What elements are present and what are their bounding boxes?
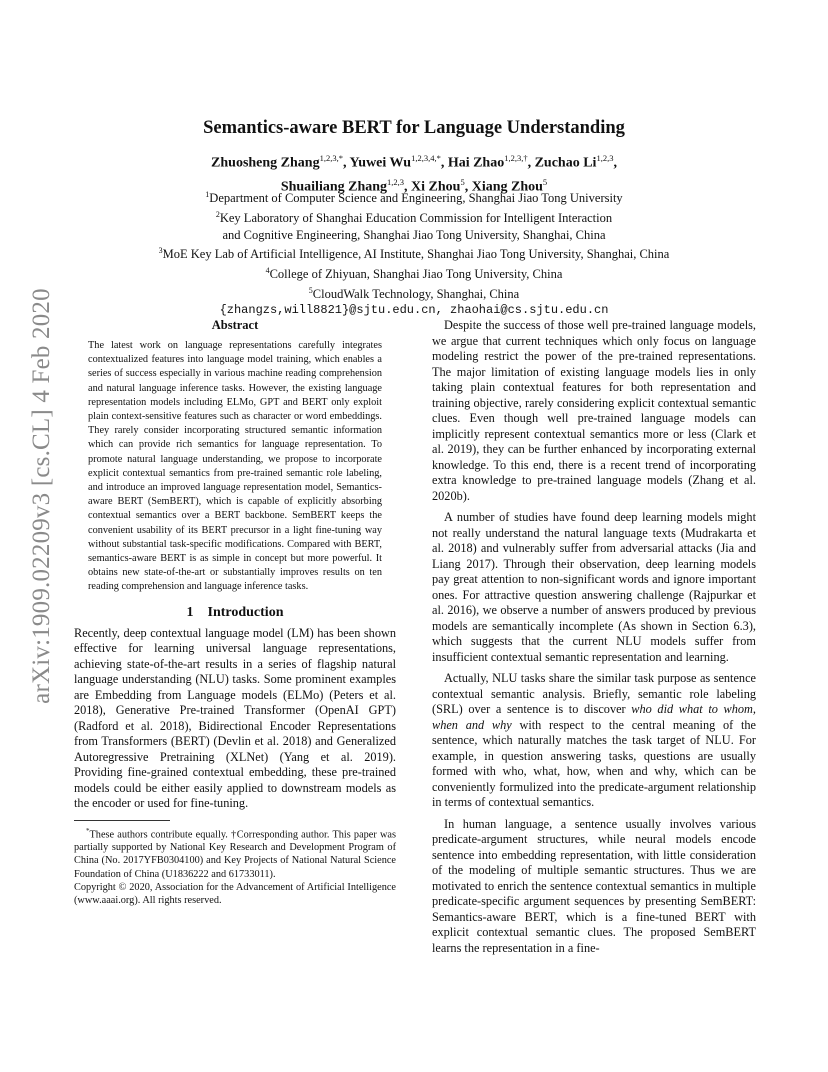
author-name: Xiang Zhou — [471, 179, 543, 195]
affiliation-line: $^1$Department of Computer Science and Engineering, Shanghai Jiao Tong University — [205, 190, 623, 206]
author-name: Yuwei Wu — [349, 155, 412, 171]
affiliation-line: $^5$CloudWalk Technology, Shanghai, China — [308, 285, 520, 301]
author-name: Zhuosheng Zhang — [211, 155, 320, 171]
author-name: Hai Zhao — [447, 155, 505, 171]
author-line-2: Shuailiang Zhang$^{1,2,3}$, Xi Zhou$^5$, Xiang Zhou$^5$ — [280, 176, 548, 195]
author-sup: 5 — [460, 176, 465, 187]
abstract-heading: Abstract — [211, 318, 259, 332]
left-column — [74, 318, 396, 907]
arxiv-id: arXiv:1909.02209v3 [cs.CL] 4 Feb 2020 — [28, 288, 56, 704]
author-line-1: Zhuosheng Zhang$^{1,2,3,*}$, Yuwei $Wu^{1,2,3,4,*}$, Hai Zhao$^{1,2,3,\dagger}$, Zuchao Li$^{1,2,3}$, — [211, 153, 617, 171]
body-paragraph: Actually, NLU tasks share the similar task purpose as sentence contextual semantic analysis. Briefly, semantic role labeling (SRL) over a sentence is to discover who did what to whom, when and why with respect to the central meaning of the sentence, which naturally matches the task target of NLU. For example, in question answering tasks, questions are usually formed with who, what, how, when and why, which can be conveniently formulized into the predicate-argument relationship in terms of contextual semantics. — [432, 671, 757, 809]
affiliations — [74, 187, 754, 319]
body-paragraph: A number of studies have found deep learning models might not really understand the natural language texts (Mudrakarta et al. 2018) and vulnerably suffer from adversarial attacks (Jia and Liang 2017). Through their observation, deep learning models pay great attention to non-significant words and ignore important ones. For attractive question answering challenge (Rajpurkar et al. 2016), we observe a number of answers produced by previous models are semantically incomplete (As shown in Section 6.3), which suggests that the current NLU models suffer from insufficient contextual semantic representation and learning. — [432, 510, 756, 664]
abstract-text: The latest work on language representations carefully integrates contextualized features into language model training, which enables a series of success especially in various machine reading comprehension and natural language inference tasks. However, the existing language representation models including ELMo, GPT and BERT only exploit plain context-sensitive features such as character or word embeddings. They rarely consider incorporating structured semantic information which can provide rich semantics for language representation. To promote natural language understanding, we propose to incorporate explicit contextual semantics from pre-trained semantic role labeling, and introduce an improved language representation model, Semantics-aware BERT (SemBERT), which is capable of explicitly absorbing contextual semantics over a BERT backbone. SemBERT keeps the convenient usability of its BERT precursor in a light fine-tuning way without substantial task-specific modifications. Compared with BERT, semantics-aware BERT is as simple in concept but more powerful. It obtains new state-of-the-art or substantially improves results on ten reading comprehension and language inference tasks. — [88, 340, 382, 593]
body-paragraph: Despite the success of those well pre-trained language models, we argue that current techniques which only focus on language modeling restrict the power of the pre-trained representations. The major limitation of existing language models lies in only taking plain contextual features for both representation and training objective, rarely considering explicit contextual semantic clues. Even though well pre-trained language models can implicitly represent contextual semantics more or less (Clark et al. 2019), they can be further enhanced by incorporating external knowledge. To this end, there is a recent trend of incorporating extra knowledge to pre-trained language models (Zhang et al. 2020b). — [432, 318, 756, 503]
footnote-text: *These authors contribute equally. †Corresponding author. This paper was partially supported by National Key Research and Development Program of China (No. 2017YFB0304100) and Key Projects of National Natural Science Foundation of China (U1836222 and 61733011). — [74, 826, 396, 880]
author-sup: 1,2,3 — [387, 176, 405, 187]
right-column — [432, 318, 756, 956]
author-name: Zuchao Li — [534, 155, 597, 171]
affiliation-line: $^2$Key Laboratory of Shanghai Education Commission for Intelligent Interaction — [215, 209, 613, 225]
author-name: Shuailiang Zhang — [280, 179, 388, 195]
section-title: Introduction — [207, 604, 284, 620]
arxiv-stamp — [22, 288, 62, 704]
author-sup: 1,2,3,† — [504, 153, 528, 163]
footnote-rule — [74, 820, 170, 821]
affiliation-line: and Cognitive Engineering, Shanghai Jiao Tong University, Shanghai, China — [222, 227, 606, 242]
paper-title: Semantics-aware BERT for Language Understanding — [203, 118, 625, 138]
author-sup: 1,2,3,* — [319, 153, 343, 163]
author-sup: 1,2,3 — [596, 153, 614, 163]
affiliation-line: $^4$College of Zhiyuan, Shanghai Jiao Tong University, China — [265, 265, 563, 281]
author-name: Xi Zhou — [411, 179, 461, 195]
copyright-notice: Copyright © 2020, Association for the Advancement of Artificial Intelligence (www.aaai.org). All rights reserved. — [74, 881, 396, 907]
author-sup: 1,2,3,4,* — [411, 153, 441, 163]
intro-paragraph: Recently, deep contextual language model (LM) has been shown effective for learning universal language representations, achieving state-of-the-art results in a series of flagship natural language understanding (NLU) tasks. Some prominent examples are Embedding from Language models (ELMo) (Peters et al. 2018), Generative Pre-trained Transformer (OpenAI GPT) (Radford et al. 2018), Bidirectional Encoder Representations from Transformers (BERT) (Devlin et al. 2018) and Generalized Autoregressive Pretraining (XLNet) (Yang et al. 2019). Providing fine-grained contextual embedding, these pre-trained models could be either easily applied to downstream models as the encoder or used for fine-tuning. — [74, 625, 396, 811]
section-number: 1 — [186, 604, 194, 620]
author-emails: {zhangzs,will8821}@sjtu.edu.cn, zhaohai@cs.sjtu.edu.cn — [219, 303, 609, 318]
body-paragraph: In human language, a sentence usually involves various predicate-argument structures, while neural models encode sentence into embedding representation, with little consideration of the modeling of multiple semantic structures. Thus we are motivated to enrich the sentence contextual semantics in multiple predicate-specific argument sequences by presenting SemBERT: Semantics-aware BERT, which is a fine-tuned BERT with explicit contextual semantic clues. The proposed SemBERT learns the representation in a fine- — [432, 816, 756, 955]
section-heading-introduction — [74, 605, 396, 621]
emphasis-text: who did what to whom, when and why — [432, 702, 757, 732]
affiliation-line: $^3$MoE Key Lab of Artificial Intelligence, AI Institute, Shanghai Jiao Tong University, Shanghai, China — [158, 246, 670, 262]
author-sup: 5 — [542, 176, 548, 187]
